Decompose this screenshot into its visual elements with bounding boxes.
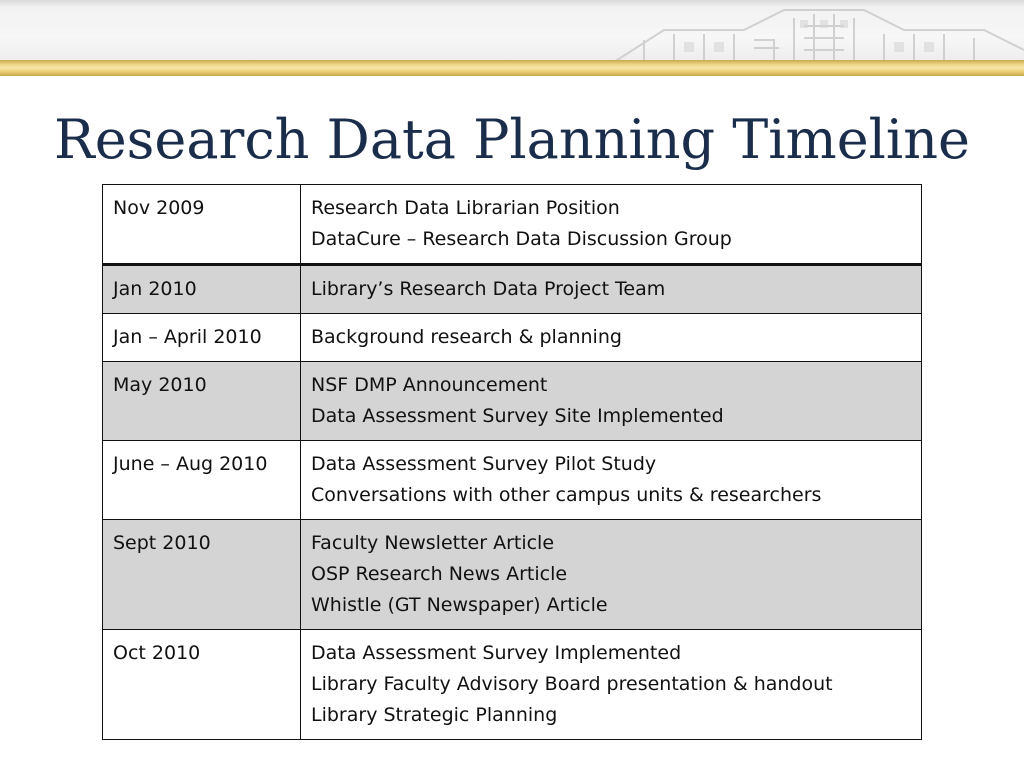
date-text: Jan 2010 — [113, 278, 197, 300]
event-cell — [301, 362, 922, 441]
event-text: Research Data Librarian Position — [311, 197, 620, 219]
date-text: May 2010 — [113, 374, 207, 396]
event-text: Whistle (GT Newspaper) Article — [311, 594, 608, 616]
table-row — [103, 265, 922, 314]
table-row — [103, 520, 922, 630]
building-watermark-icon — [604, 0, 1024, 62]
date-text: Oct 2010 — [113, 642, 201, 664]
event-text: Library’s Research Data Project Team — [311, 278, 666, 300]
event-text: NSF DMP Announcement — [311, 374, 548, 396]
date-text: Jan – April 2010 — [113, 326, 262, 348]
slide-title: Research Data Planning Timeline — [54, 108, 970, 171]
event-text: Library Strategic Planning — [311, 704, 558, 726]
date-text: Nov 2009 — [113, 197, 205, 219]
gold-stripe — [0, 60, 1024, 76]
event-text: Faculty Newsletter Article — [311, 532, 555, 554]
event-cell — [301, 520, 922, 630]
event-cell — [301, 314, 922, 362]
date-cell — [103, 314, 301, 362]
date-cell — [103, 362, 301, 441]
header-band — [0, 0, 1024, 62]
date-cell — [103, 630, 301, 740]
date-text: June – Aug 2010 — [113, 453, 268, 475]
date-cell — [103, 520, 301, 630]
event-cell — [301, 630, 922, 740]
timeline-body — [103, 185, 922, 740]
event-cell — [301, 441, 922, 520]
event-text: OSP Research News Article — [311, 563, 568, 585]
event-text: Library Faculty Advisory Board presentation & handout — [311, 673, 833, 695]
event-text: Background research & planning — [311, 326, 622, 348]
table-row — [103, 314, 922, 362]
event-text: Data Assessment Survey Implemented — [311, 642, 682, 664]
event-cell — [301, 185, 922, 265]
table-row — [103, 362, 922, 441]
table-row — [103, 185, 922, 265]
table-row — [103, 630, 922, 740]
timeline-table — [102, 184, 922, 740]
event-text: Conversations with other campus units & researchers — [311, 484, 822, 506]
event-text: DataCure – Research Data Discussion Group — [311, 228, 732, 250]
date-cell — [103, 441, 301, 520]
date-cell — [103, 185, 301, 265]
event-cell — [301, 265, 922, 314]
event-text: Data Assessment Survey Site Implemented — [311, 405, 724, 427]
date-text: Sept 2010 — [113, 532, 211, 554]
date-cell — [103, 265, 301, 314]
table-row — [103, 441, 922, 520]
event-text: Data Assessment Survey Pilot Study — [311, 453, 657, 475]
